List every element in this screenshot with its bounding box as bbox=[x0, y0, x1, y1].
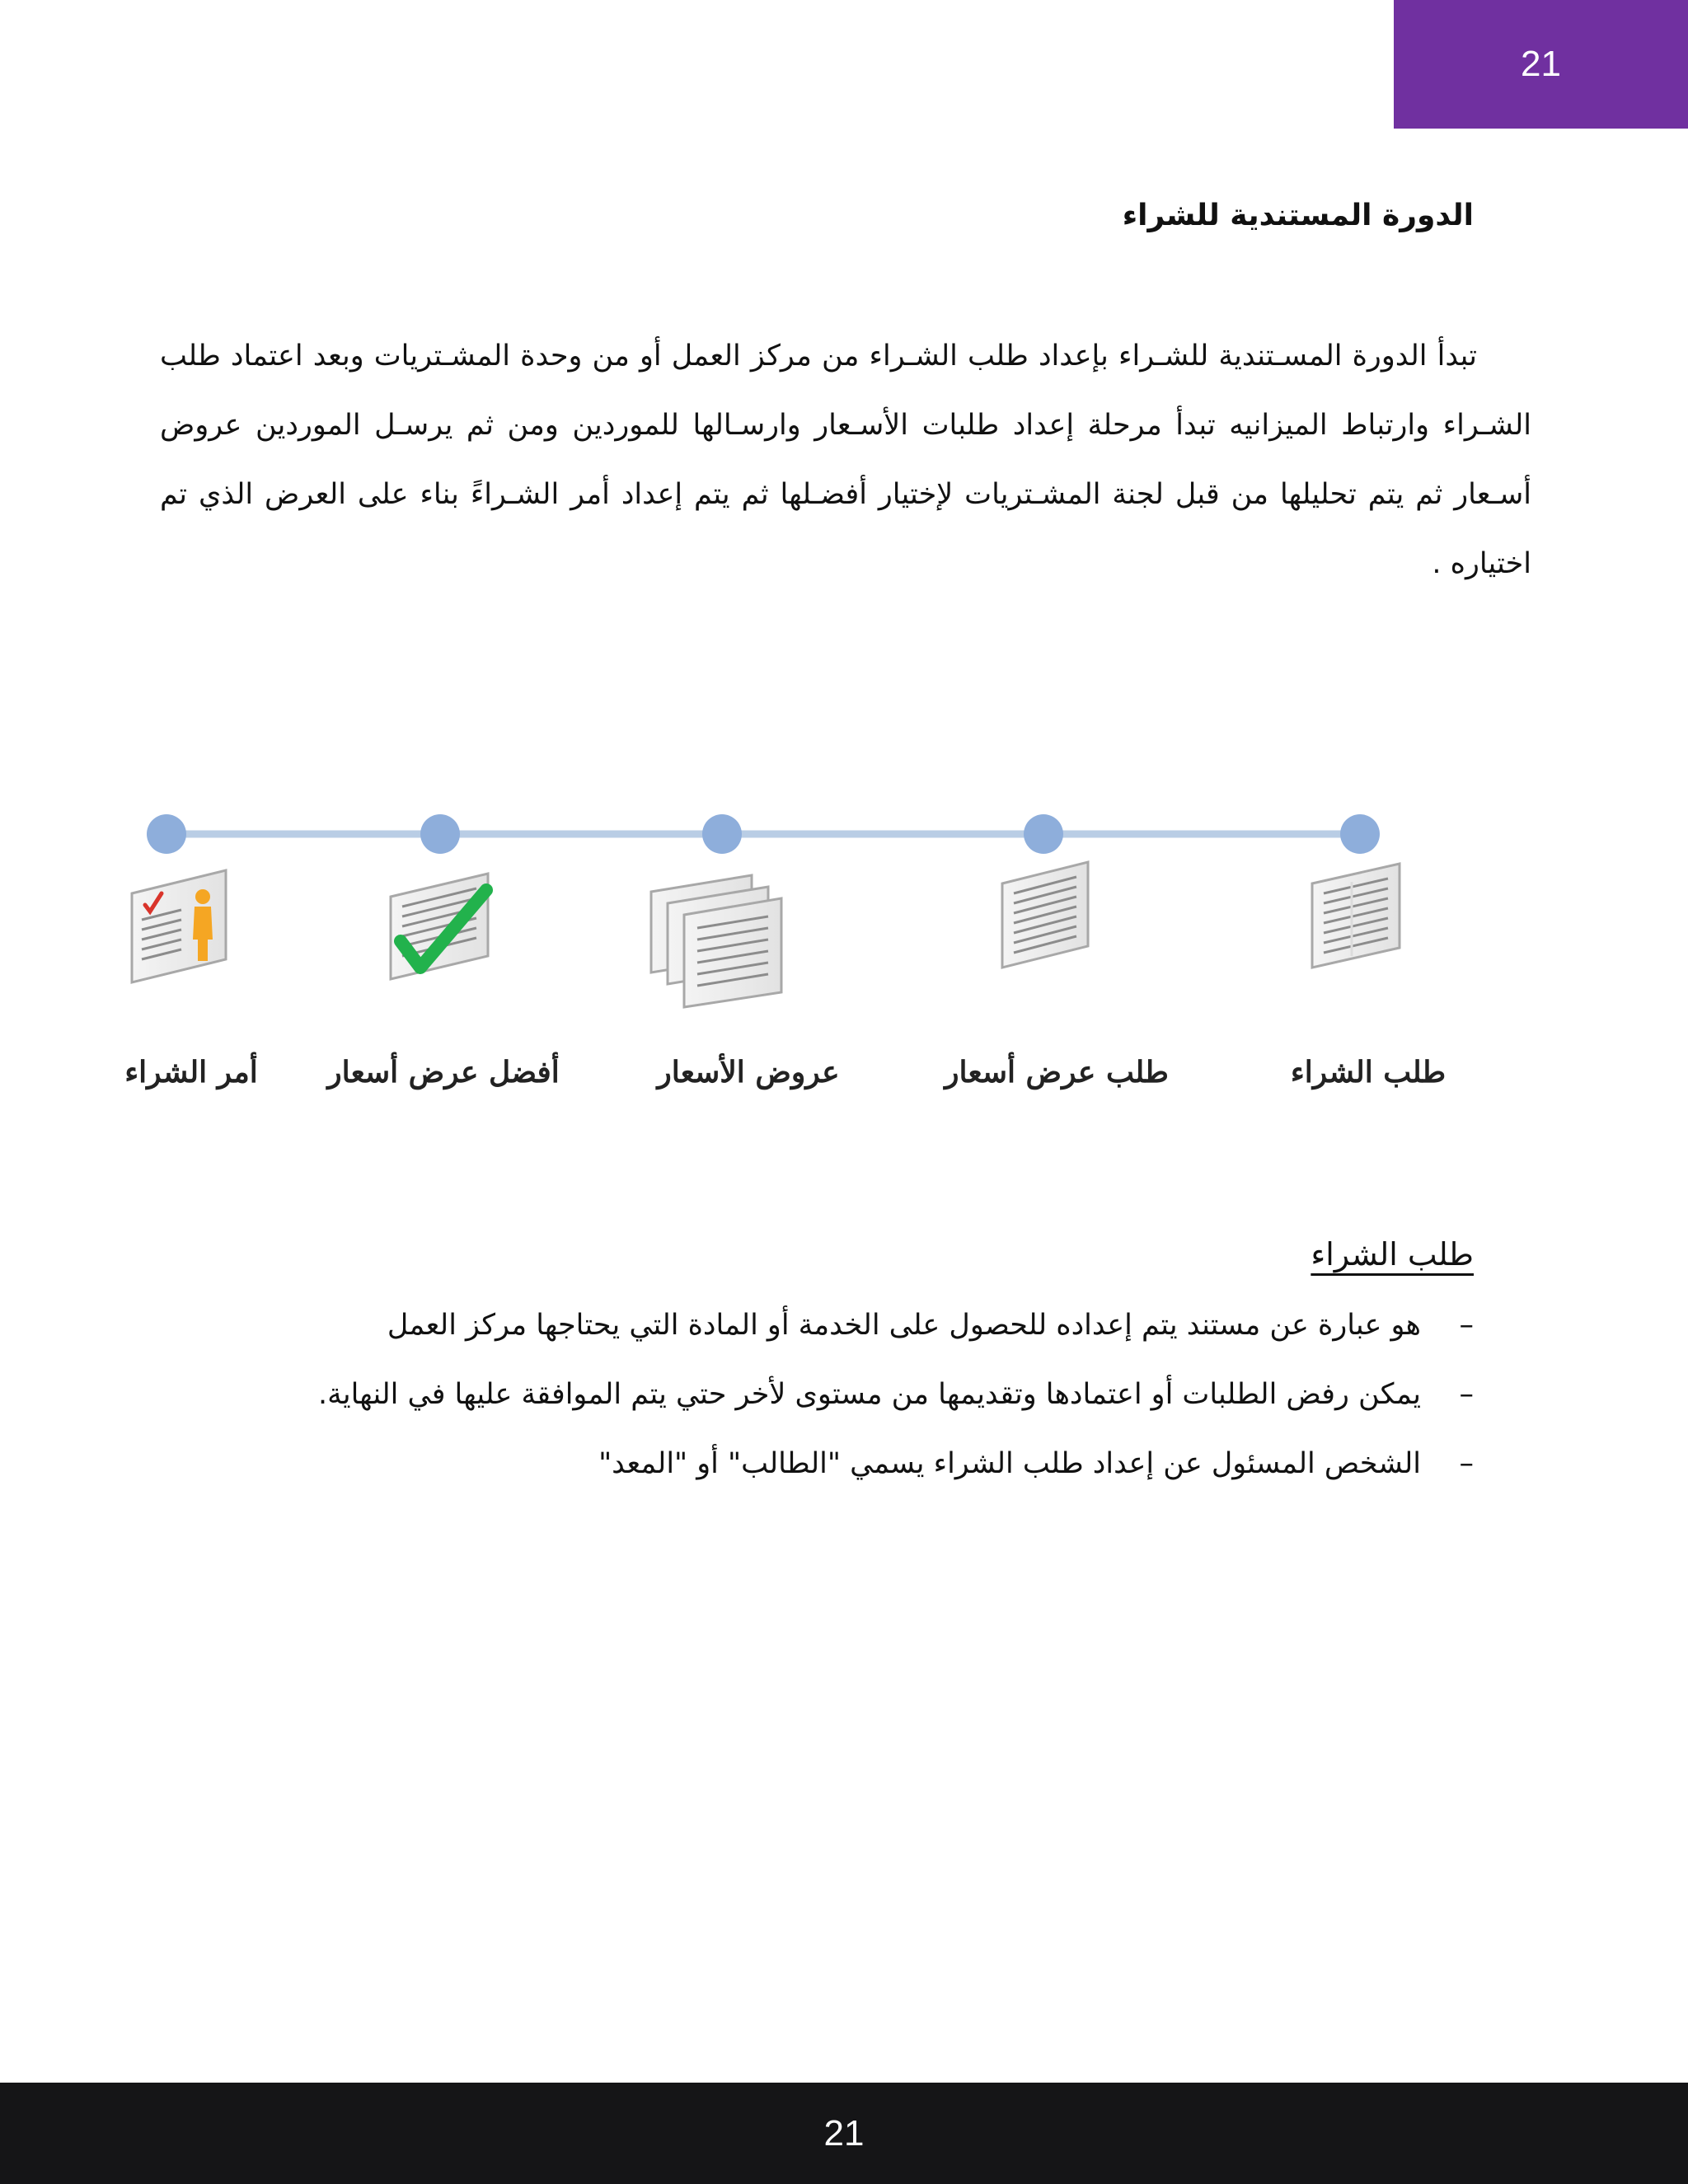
purchase-request-bullets bbox=[155, 1291, 1474, 1498]
timeline-node-3 bbox=[702, 814, 742, 854]
approved-document-icon bbox=[391, 874, 488, 979]
bullet-text: يمكن رفض الطلبات أو اعتمادها وتقديمها من مستوى لأخر حتي يتم الموافقة عليها في النهاية. bbox=[318, 1378, 1421, 1411]
step-label-purchase-request: طلب الشراء bbox=[1290, 1055, 1447, 1090]
bullet-marker: – bbox=[1459, 1378, 1474, 1411]
footer-page-number: 21 bbox=[823, 2112, 865, 2154]
bullet-text: هو عبارة عن مستند يتم إعداده للحصول على الخدمة أو المادة التي يحتاجها مركز العمل bbox=[387, 1309, 1421, 1342]
timeline-node-5 bbox=[147, 814, 186, 854]
step-label-quote-request: طلب عرض أسعار bbox=[945, 1055, 1169, 1090]
page-number: 21 bbox=[1521, 44, 1561, 84]
step-label-purchase-order: أمر الشراء bbox=[124, 1055, 258, 1090]
intro-paragraph: تبدأ الدورة المسـتندية للشـراء بإعداد طلب الشـراء من مركز العمل أو من وحدة المشـتريات وبعد اعتماد طلب الشـراء وارتباط الميزانيه تبدأ مرحلة إعداد طلبات الأسـعار وارسـالها للموردين ومن ثم يرسـل الموردين عروض أسـعار ثم يتم تحليلها من قبل لجنة المشـتريات لإختيار أفضـلها ثم يتم إعداد أمر الشـراءً بناء على العرض الذي تم اختياره . bbox=[160, 340, 1531, 580]
footer-bar bbox=[0, 2083, 1688, 2184]
stacked-documents-icon bbox=[651, 875, 781, 1007]
timeline-graphic bbox=[0, 791, 1688, 1055]
purchase-request-heading: طلب الشراء bbox=[1311, 1236, 1474, 1272]
list-item bbox=[155, 1429, 1474, 1498]
timeline-node-1 bbox=[1340, 814, 1380, 854]
timeline-node-2 bbox=[1024, 814, 1063, 854]
purchase-order-icon bbox=[132, 870, 226, 982]
timeline-node-4 bbox=[420, 814, 460, 854]
page-number-badge bbox=[1394, 0, 1688, 129]
procurement-cycle-timeline bbox=[0, 791, 1688, 1137]
step-label-best-quotation: أفضل عرض أسعار bbox=[327, 1055, 560, 1090]
list-item bbox=[155, 1291, 1474, 1360]
document-icon bbox=[1312, 864, 1400, 968]
bullet-text: الشخص المسئول عن إعداد طلب الشراء يسمي "الطالب" أو "المعد" bbox=[598, 1447, 1421, 1480]
list-item bbox=[155, 1360, 1474, 1429]
section-title: الدورة المستندية للشراء bbox=[1122, 199, 1474, 232]
bullet-marker: – bbox=[1459, 1447, 1474, 1480]
step-label-quotations: عروض الأسعار bbox=[657, 1055, 840, 1090]
quote-request-icon bbox=[1002, 862, 1088, 968]
bullet-marker: – bbox=[1459, 1309, 1474, 1342]
